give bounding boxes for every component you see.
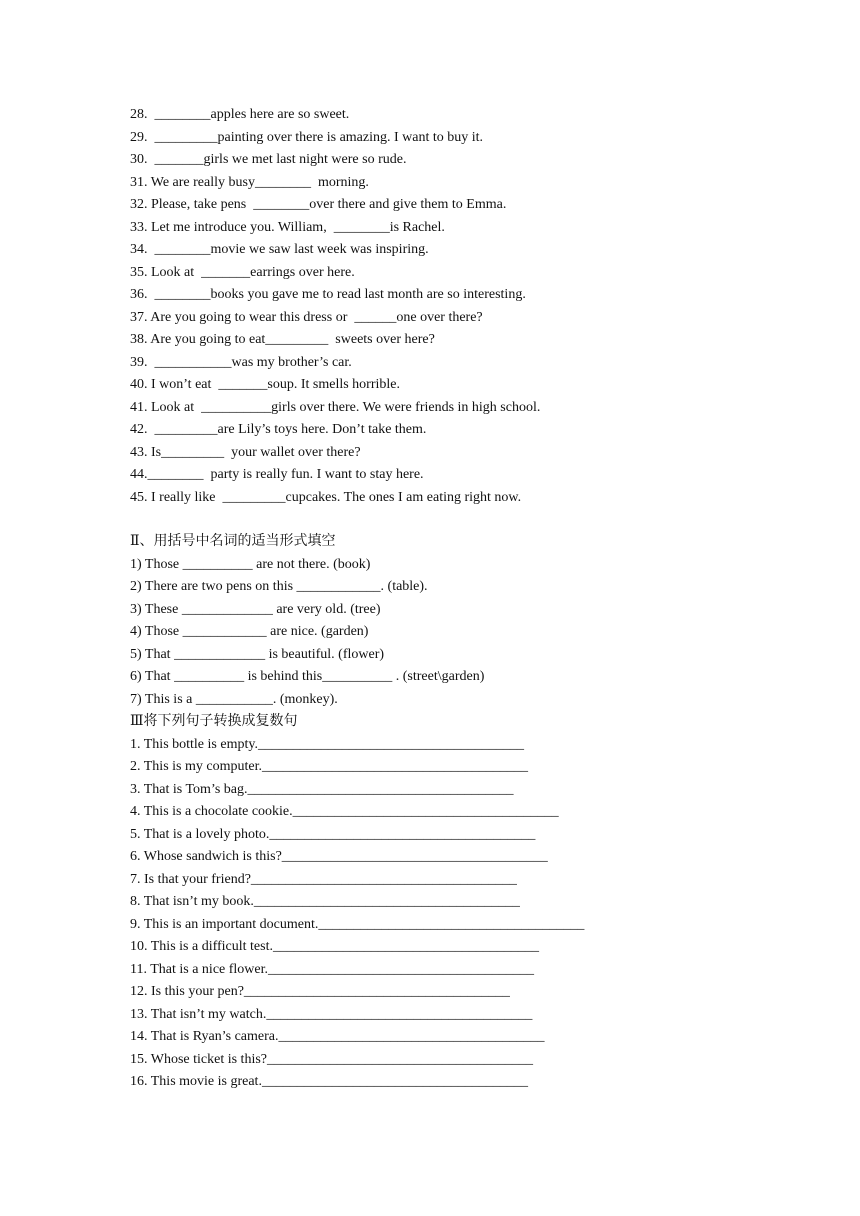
exercise-item: 10. This is a difficult test.______________________________________ bbox=[130, 939, 539, 954]
worksheet-page bbox=[130, 104, 750, 1094]
section-gap bbox=[130, 509, 750, 531]
exercise-item: 40. I won’t eat _______soup. It smells horrible. bbox=[130, 377, 400, 392]
exercise-item: 41. Look at __________girls over there. We were friends in high school. bbox=[130, 399, 541, 415]
exercise-item: 37. Are you going to wear this dress or ______one over there? bbox=[130, 309, 483, 325]
exercise-item: 38. Are you going to eat_________ sweets over here? bbox=[130, 332, 435, 347]
exercise-item: 6) That __________ is behind this__________ . (street\garden) bbox=[130, 669, 485, 684]
exercise-item: 45. I really like _________cupcakes. The ones I am eating right now. bbox=[130, 489, 522, 505]
exercise-item: 1. This bottle is empty.______________________________________ bbox=[130, 736, 524, 752]
exercise-item: 7. Is that your friend?______________________________________ bbox=[130, 871, 517, 887]
part3-section bbox=[130, 711, 750, 1094]
exercise-item: 34. ________movie we saw last week was inspiring. bbox=[130, 242, 429, 257]
exercise-item: 28. ________apples here are so sweet. bbox=[130, 107, 350, 122]
exercise-item: 4) Those ____________ are nice. (garden) bbox=[130, 624, 369, 639]
exercise-item: 6. Whose sandwich is this?______________________________________ bbox=[130, 849, 548, 864]
exercise-item: 2) There are two pens on this ____________. (table). bbox=[130, 579, 428, 594]
exercise-item: 33. Let me introduce you. William, ________is Rachel. bbox=[130, 219, 445, 235]
exercise-item: 7) This is a ___________. (monkey). bbox=[130, 691, 338, 707]
exercise-item: 13. That isn’t my watch.______________________________________ bbox=[130, 1006, 533, 1022]
exercise-item: 14. That is Ryan’s camera.______________________________________ bbox=[130, 1029, 545, 1044]
exercise-item: 9. This is an important document.______________________________________ bbox=[130, 916, 585, 932]
exercise-item: 29. _________painting over there is amazing. I want to buy it. bbox=[130, 129, 484, 145]
exercise-item: 16. This movie is great.______________________________________ bbox=[130, 1074, 528, 1089]
exercise-item: 32. Please, take pens ________over there and give them to Emma. bbox=[130, 197, 507, 212]
section-heading: Ⅲ将下列句子转换成复数句 bbox=[130, 714, 298, 729]
exercise-item: 12. Is this your pen?______________________________________ bbox=[130, 984, 510, 999]
exercise-item: 43. Is_________ your wallet over there? bbox=[130, 444, 361, 460]
part1-list bbox=[130, 104, 750, 509]
exercise-item: 30. _______girls we met last night were so rude. bbox=[130, 152, 407, 167]
exercise-item: 15. Whose ticket is this?______________________________________ bbox=[130, 1051, 533, 1067]
exercise-item: 3. That is Tom’s bag.______________________________________ bbox=[130, 781, 514, 797]
exercise-item: 35. Look at _______earrings over here. bbox=[130, 264, 355, 280]
exercise-item: 36. ________books you gave me to read last month are so interesting. bbox=[130, 287, 526, 302]
exercise-item: 39. ___________was my brother’s car. bbox=[130, 354, 352, 370]
section-heading: Ⅱ、用括号中名词的适当形式填空 bbox=[130, 534, 336, 549]
exercise-item: 42. _________are Lily’s toys here. Don’t take them. bbox=[130, 422, 427, 437]
exercise-item: 1) Those __________ are not there. (book) bbox=[130, 556, 371, 572]
exercise-item: 4. This is a chocolate cookie.______________________________________ bbox=[130, 804, 559, 819]
exercise-item: 44.________ party is really fun. I want to stay here. bbox=[130, 467, 424, 482]
exercise-item: 5) That _____________ is beautiful. (flower) bbox=[130, 646, 385, 662]
exercise-item: 31. We are really busy________ morning. bbox=[130, 174, 369, 190]
exercise-item: 3) These _____________ are very old. (tree) bbox=[130, 601, 381, 617]
exercise-item: 2. This is my computer.______________________________________ bbox=[130, 759, 528, 774]
exercise-item: 5. That is a lovely photo.______________________________________ bbox=[130, 826, 536, 842]
exercise-item: 11. That is a nice flower.______________________________________ bbox=[130, 961, 535, 977]
part2-section bbox=[130, 531, 750, 711]
exercise-item: 8. That isn’t my book.______________________________________ bbox=[130, 894, 520, 909]
